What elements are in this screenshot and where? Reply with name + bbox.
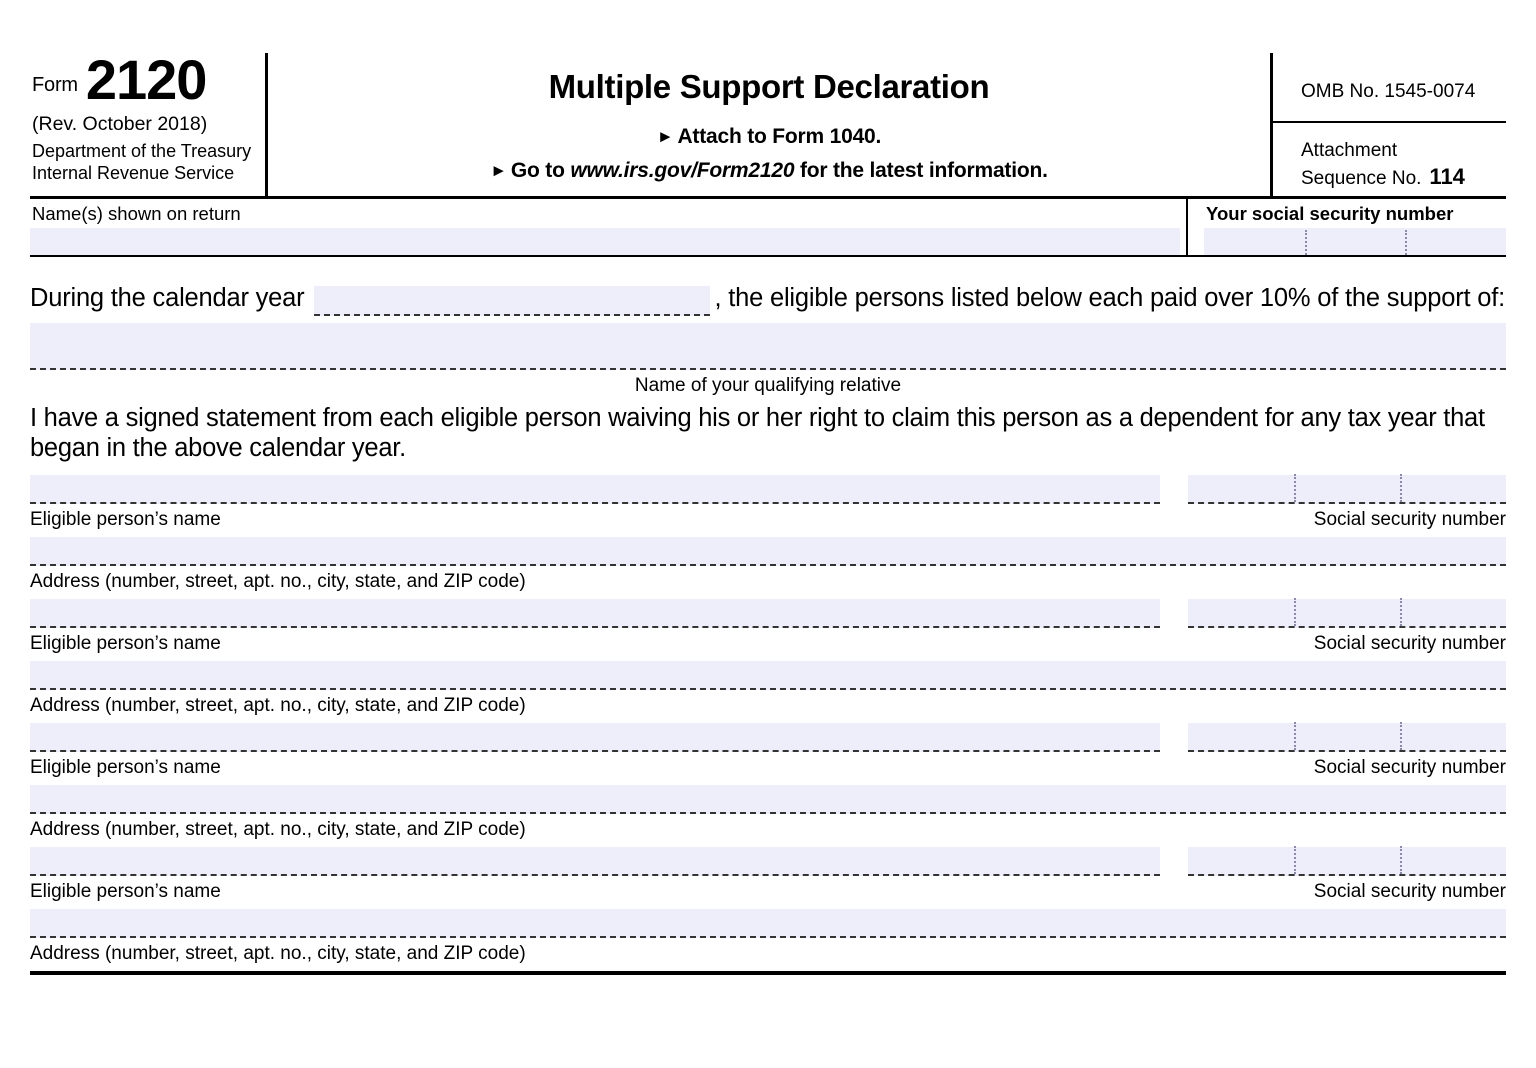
calendar-year-lead-text: During the calendar year [30, 284, 305, 312]
your-ssn-cell [1188, 199, 1506, 255]
person-label-row [30, 876, 1506, 909]
form-number: 2120 [85, 48, 207, 111]
page-bottom-rule [30, 971, 1506, 975]
form-header [30, 48, 1506, 199]
eligible-person-name-label: Eligible person’s name [30, 757, 221, 779]
ssn-divider-icon [1400, 474, 1402, 502]
person-name-ssn-row [30, 475, 1506, 504]
qualifying-relative-label: Name of your qualifying relative [634, 375, 902, 396]
person-name-ssn-row [30, 847, 1506, 876]
attachment-sequence-block [1273, 123, 1506, 196]
eligible-person-ssn-label: Social security number [1313, 757, 1506, 779]
name-shown-on-return-label: Name(s) shown on return [32, 203, 241, 224]
ssn-divider-icon [1294, 722, 1296, 750]
eligible-person-name-input[interactable] [30, 475, 1160, 504]
eligible-person-address-label: Address (number, street, apt. no., city, state, and ZIP code) [30, 943, 526, 965]
signed-statement-text: I have a signed statement from each eligible person waiving his or her right to claim this person as a dependent for any tax year that began in the above calendar year. [30, 404, 1485, 463]
person-label-row [30, 628, 1506, 661]
eligible-person-address-input[interactable] [30, 661, 1506, 690]
eligible-person-ssn-label: Social security number [1313, 881, 1506, 903]
eligible-persons-list [30, 475, 1506, 971]
header-title-block [268, 53, 1270, 196]
attach-instruction [268, 125, 1270, 149]
ssn-divider-icon [1400, 722, 1402, 750]
eligible-person-name-label: Eligible person’s name [30, 633, 221, 655]
attachment-label-line-1: Attachment [1301, 140, 1398, 161]
ssn-divider-icon [1400, 846, 1402, 874]
calendar-year-input[interactable] [314, 286, 710, 316]
eligible-person-block [30, 723, 1506, 847]
eligible-person-ssn-input[interactable] [1188, 723, 1506, 752]
goto-instruction [268, 159, 1270, 183]
header-omb-block [1270, 53, 1506, 196]
department-name [30, 141, 255, 185]
ssn-divider-icon [1400, 598, 1402, 626]
attachment-sequence-number: 114 [1429, 163, 1465, 189]
ssn-divider-icon [1294, 474, 1296, 502]
eligible-person-ssn-label: Social security number [1313, 509, 1506, 531]
form-word-label: Form [32, 74, 78, 97]
person-name-ssn-row [30, 599, 1506, 628]
eligible-person-address-label: Address (number, street, apt. no., city, state, and ZIP code) [30, 571, 526, 593]
eligible-person-address-label: Address (number, street, apt. no., city, state, and ZIP code) [30, 819, 526, 841]
ssn-divider-icon [1294, 846, 1296, 874]
ssn-divider-icon [1305, 230, 1307, 255]
department-line-1: Department of the Treasury [32, 141, 252, 162]
eligible-person-name-input[interactable] [30, 599, 1160, 628]
irs-form-url[interactable]: www.irs.gov/Form2120 [570, 159, 795, 183]
calendar-year-statement [30, 284, 1506, 314]
person-label-row [30, 504, 1506, 537]
attach-instruction-text: Attach to Form 1040. [677, 125, 882, 149]
name-shown-on-return-input[interactable] [30, 228, 1180, 255]
eligible-person-address-input[interactable] [30, 909, 1506, 938]
form-2120-page [0, 48, 1536, 1068]
header-form-identity [30, 48, 268, 196]
eligible-person-ssn-label: Social security number [1313, 633, 1506, 655]
form-revision-date: (Rev. October 2018) [32, 113, 208, 136]
eligible-person-address-input[interactable] [30, 537, 1506, 566]
attachment-label-line-2: Sequence No. [1301, 167, 1422, 189]
eligible-person-block [30, 847, 1506, 971]
qualifying-relative-input[interactable] [30, 323, 1506, 370]
eligible-person-block [30, 599, 1506, 723]
ssn-divider-icon [1294, 598, 1296, 626]
goto-prefix-text: Go to [510, 159, 565, 183]
eligible-person-ssn-input[interactable] [1188, 599, 1506, 628]
your-ssn-label: Your social security number [1206, 203, 1454, 224]
department-line-2: Internal Revenue Service [32, 163, 235, 184]
identity-row [30, 199, 1506, 257]
eligible-person-address-label: Address (number, street, apt. no., city, state, and ZIP code) [30, 695, 526, 717]
person-label-row [30, 752, 1506, 785]
calendar-year-trail-text: , the eligible persons listed below each paid over 10% of the support of: [714, 284, 1506, 312]
ssn-divider-icon [1405, 230, 1407, 255]
page-title: Multiple Support Declaration [548, 68, 990, 105]
form-number-line [30, 48, 255, 111]
omb-number: OMB No. 1545-0074 [1273, 53, 1506, 123]
eligible-person-name-input[interactable] [30, 847, 1160, 876]
triangle-bullet-icon: ► [656, 127, 674, 147]
your-ssn-input[interactable] [1204, 228, 1506, 255]
eligible-person-name-label: Eligible person’s name [30, 881, 221, 903]
eligible-person-block [30, 475, 1506, 599]
triangle-bullet-icon: ► [490, 161, 507, 181]
eligible-person-address-input[interactable] [30, 785, 1506, 814]
goto-suffix-text: for the latest information. [799, 159, 1048, 183]
eligible-person-name-input[interactable] [30, 723, 1160, 752]
attachment-sequence-line [1301, 163, 1506, 191]
eligible-person-name-label: Eligible person’s name [30, 509, 221, 531]
name-shown-on-return-cell [30, 199, 1188, 255]
eligible-person-ssn-input[interactable] [1188, 475, 1506, 504]
eligible-person-ssn-input[interactable] [1188, 847, 1506, 876]
person-name-ssn-row [30, 723, 1506, 752]
